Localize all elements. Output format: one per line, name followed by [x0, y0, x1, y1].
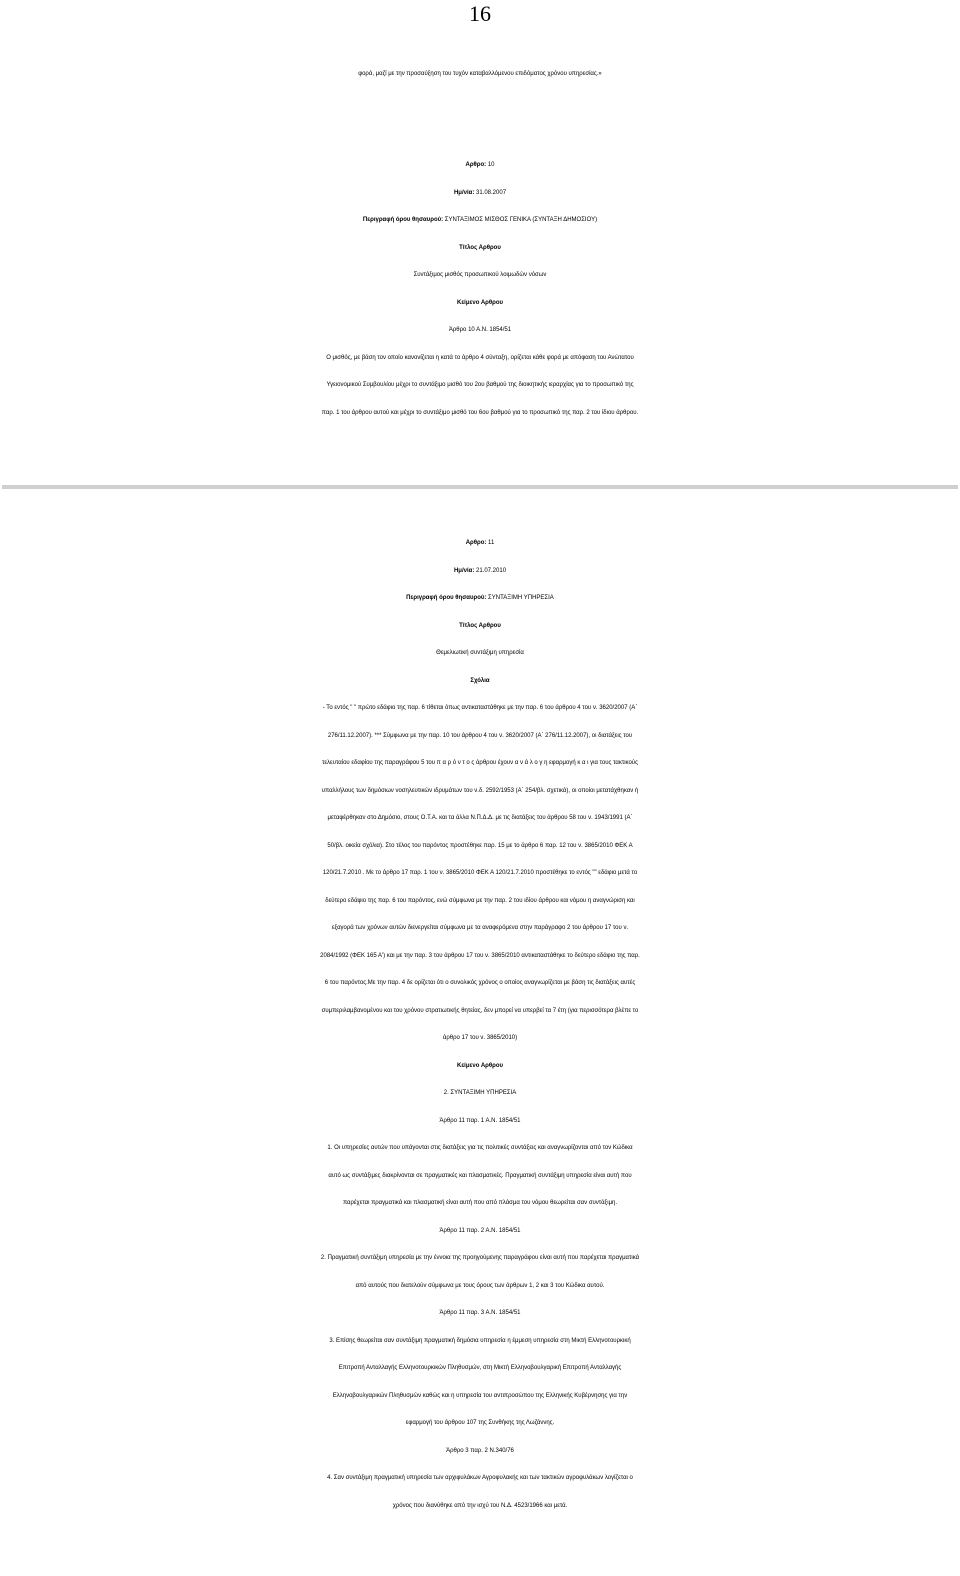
comment-line: άρθρο 17 του ν. 3865/2010)	[442, 1035, 518, 1041]
section-line: από αυτούς που διατελούν σύμφωνα με τους όρους των άρθρων 1, 2 και 3 του Κώδικα αυτού.	[355, 1282, 605, 1289]
article-text-ref: Άρθρο 10 Α.Ν. 1854/51	[448, 327, 512, 333]
comment-line: τελευταίου εδαφίου της παραγράφου 5 του π α ρ ό ν τ ο ς άρθρου έχουν α ν ά λ ο γ η εφαρμογή κ α ι για τους τακτικούς	[322, 760, 638, 766]
article-date: 21.07.2010	[476, 567, 507, 574]
section-line: εφαρμογή του άρθρου 107 της Συνθήκης της Λωζάννης.	[405, 1420, 555, 1426]
comment-line: μεταφέρθηκαν στο Δημόσιο, στους Ο.Τ.Α. και τα άλλα Ν.Π.Δ.Δ. με τις διατάξεις του άρθρου 58 του ν. 1943/1991 (Α΄	[327, 815, 633, 821]
article-date-row	[0, 180, 960, 208]
page-number: 16	[469, 1, 491, 26]
article-10-section	[0, 152, 960, 427]
section-line: χρόνος που διανύθηκε από την ισχύ του Ν.Δ. 4523/1966 και μετά.	[392, 1502, 568, 1509]
article-description: ΣΥΝΤΑΞΙΜΟΣ ΜΙΣΘΟΣ ΓΕΝΙΚΑ (ΣΥΝΤΑΞΗ ΔΗΜΟΣΙΟΥ)	[444, 217, 598, 223]
comment-line: - Το εντός " " πρώτο εδάφιο της παρ. 6 τίθεται όπως αντικαταστάθηκε με την παρ. 6 του άρθρου 4 του ν. 3620/2007 (Α΄	[322, 705, 638, 711]
article-text-line: Υγειονομικού Συμβουλίου μέχρι το συντάξιμο μισθό του 2ου βαθμού της διοικητικής ιεραρχίας για το προσωπικό της	[326, 382, 634, 388]
comment-line: 50/βλ. οικεία σχόλια). Στο τέλος του παρόντος προστέθηκε παρ. 15 με το άρθρο 6 παρ. 12 του ν. 3865/2010 ΦΕΚ Α	[327, 842, 633, 849]
title-heading: Τίτλος Αρθρου	[459, 244, 501, 251]
comment-line: 120/21.7.2010 . Με το άρθρο 17 παρ. 1 του ν. 3865/2010 ΦΕΚ Α 120/21.7.2010 προστέθηκε το εντός "" εδάφιο μετά το	[322, 870, 638, 876]
date-label: Ημ/νία:	[453, 189, 475, 196]
section-ref: Άρθρο 11 παρ. 1 Α.Ν. 1854/51	[439, 1117, 521, 1124]
section-ref: Άρθρο 3 παρ. 2 Ν.340/76	[446, 1447, 514, 1454]
text-heading: Κείμενο Αρθρου	[457, 299, 503, 306]
section-line: 1. Οι υπηρεσίες αυτών που υπάγονται στις διατάξεις για τις πολιτικές συντάξεις και αναγνωρίζονται από τον Κώδικα	[327, 1145, 633, 1151]
article-date-row	[0, 558, 960, 586]
comment-line: 2084/1992 (ΦΕΚ 165 Α') και με την παρ. 3 του άρθρου 17 του ν. 3865/2010 αντικαταστάθηκε το δεύτερο εδάφιο της παρ.	[320, 952, 640, 959]
article-title: Συντάξιμος μισθός προσωπικού λοιμωδών νόσων	[413, 272, 547, 278]
text-heading: Κείμενο Αρθρου	[457, 1062, 503, 1069]
description-label: Περιγραφή όρου θησαυρού:	[362, 217, 444, 223]
section-line: Ελληνοβουλγαρικών Πληθυσμών καθώς και η υπηρεσία του αντιπροσώπου της Ελληνικής Κυβέρνησης για την	[332, 1392, 628, 1399]
article-description: ΣΥΝΤΑΞΙΜΗ ΥΠΗΡΕΣΙΑ	[488, 595, 554, 601]
date-label: Ημ/νία:	[453, 567, 475, 574]
article-number-row	[0, 152, 960, 180]
section-line: 2. Πραγματική συντάξιμη υπηρεσία με την έννοια της προηγούμενης παραγράφου είναι αυτή που παρέχεται πραγματικά	[320, 1255, 640, 1261]
title-heading: Τίτλος Αρθρου	[459, 622, 501, 629]
article-title: Θεμελιωτική συντάξιμη υπηρεσία	[436, 650, 524, 656]
comments-heading: Σχόλια	[470, 677, 490, 684]
article-number: 11	[488, 540, 495, 546]
comment-line: υπαλλήλους των δημόσιων νοσηλευτικών ιδρυμάτων του ν.δ. 2592/1953 (Α΄ 254/βλ. σχετικά), οι οποίοι μετατάχθηκαν ή	[321, 787, 639, 794]
comment-line: συμπεριλαμβανομένου και του χρόνου στρατιωτικής θητείας, δεν μπορεί να υπερβεί τα 7 έτη (για περισσότερα βλέπε το	[321, 1007, 639, 1014]
text-subheading: 2. ΣΥΝΤΑΞΙΜΗ ΥΠΗΡΕΣΙΑ	[443, 1090, 517, 1096]
section-ref: Άρθρο 11 παρ. 2 Α.Ν. 1854/51	[439, 1227, 521, 1234]
section-line: παρέχεται πραγματικά και πλασματική είναι αυτή που από πλάσμα του νόμου θεωρείται σαν συντάξιμη.	[342, 1200, 618, 1206]
article-label: Αρθρο:	[465, 540, 487, 546]
section-ref: Άρθρο 11 παρ. 3 Α.Ν. 1854/51	[439, 1310, 521, 1316]
article-11-section	[0, 530, 960, 1520]
comment-line: εξαγορά των χρόνων αυτών διενεργείται σύμφωνα με τα αναφερόμενα στην παράγραφο 2 του άρθρου 17 του ν.	[331, 925, 629, 931]
description-label: Περιγραφή όρου θησαυρού:	[406, 595, 487, 601]
article-text-line: Ο μισθός, με βάση τον οποίο κανονίζεται η κατά το άρθρο 4 σύνταξη, ορίζεται κάθε φορά με απόφαση του Ανώτατου	[326, 354, 634, 361]
section-divider	[2, 485, 958, 489]
article-number: 10	[487, 162, 495, 168]
article-description-row	[0, 207, 960, 235]
article-text-line: παρ. 1 του άρθρου αυτού και μέχρι το συντάξιμο μισθό του 6ου βαθμού για το προσωπικό της παρ. 2 του ίδιου άρθρου.	[321, 409, 639, 416]
comment-line: δεύτερο εδάφιο της παρ. 6 του παρόντος, ενώ σύμφωνα με την παρ. 2 του ιδίου άρθρου και νόμου η αναγνώριση και	[325, 897, 635, 904]
comment-line: 6 του παρόντος.Με την παρ. 4 δε ορίζεται ότι ο συνολικός χρόνος ο οποίος αναγνωρίζεται με βάση τις διατάξεις αυτές	[324, 980, 636, 986]
intro-text: φορά, μαζί με την προσαύξηση του τυχόν καταβαλλόμενου επιδόματος χρόνου υπηρεσίας.»	[358, 71, 602, 77]
comment-line: 276/11.12.2007). *** Σύμφωνα με την παρ. 10 του άρθρου 4 του ν. 3620/2007 (Α΄ 276/11.12.2007), οι διατάξεις του	[327, 732, 633, 739]
section-line: αυτό ως συντάξιμες διακρίνονται σε πραγματικές και πλασματικές. Πραγματική συντάξιμη υπηρεσία είναι αυτή που	[328, 1172, 632, 1179]
article-label: Αρθρο:	[465, 162, 487, 168]
section-line: 3. Επίσης θεωρείται σαν συντάξιμη πραγματική δημόσια υπηρεσία η έμμεση υπηρεσία στη Μικτή Ελληνοτουρκική	[329, 1337, 631, 1344]
article-description-row	[0, 585, 960, 613]
article-number-row	[0, 530, 960, 558]
section-line: 4. Σαν συντάξιμη πραγματική υπηρεσία των αρχιφυλάκων Αγροφυλακής και των τακτικών αγροφυλάκων λογίζεται ο	[327, 1475, 633, 1481]
section-line: Επιτροπή Ανταλλαγής Ελληνοτουρκικών Πληθυσμών, στη Μικτή Ελληνοβουλγαρική Επιτροπή Ανταλλαγής	[338, 1365, 622, 1371]
article-date: 31.08.2007	[476, 189, 507, 196]
